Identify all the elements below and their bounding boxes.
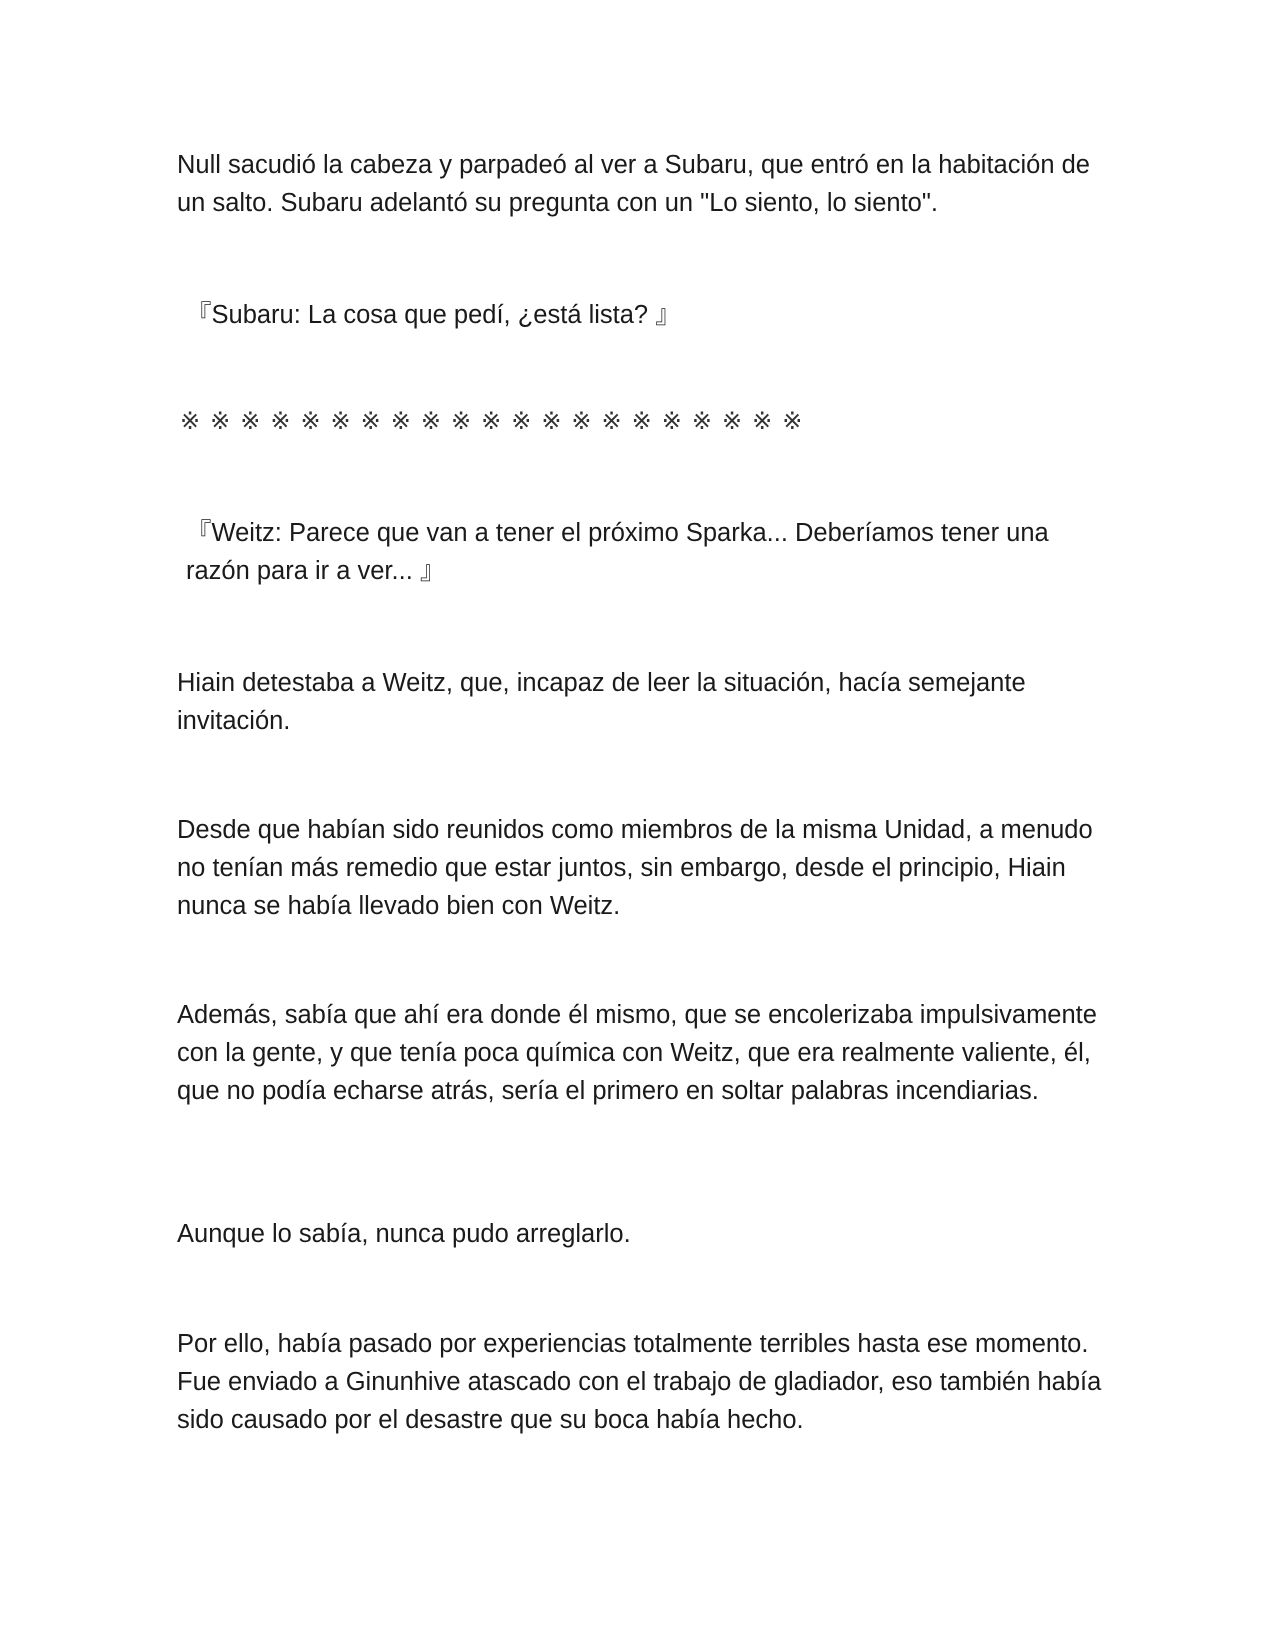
dialogue-subaru: 『Subaru: La cosa que pedí, ¿está lista? 』: [186, 301, 681, 329]
paragraph-3: Desde que habían sido reunidos como miembros de la misma Unidad, a menudo no tenían más remedio que estar juntos, sin embargo, desde el principio, Hiain nunca se había llevado bien con Weitz.: [177, 816, 1093, 920]
scene-divider: ※※※※※※※※※※※※※※※※※※※※※: [180, 407, 813, 435]
paragraph-5: Aunque lo sabía, nunca pudo arreglarlo.: [177, 1220, 631, 1248]
paragraph-2: Hiain detestaba a Weitz, que, incapaz de leer la situación, hacía semejante invitación.: [177, 669, 1026, 735]
paragraph-6: Por ello, había pasado por experiencias totalmente terribles hasta ese momento. Fue enviado a Ginunhive atascado con el trabajo de gladiador, eso también había sido causado por el desastre que su boca había hecho.: [177, 1330, 1102, 1434]
paragraph-4: Además, sabía que ahí era donde él mismo, que se encolerizaba impulsivamente con la gente, y que tenía poca química con Weitz, que era realmente valiente, él, que no podía echarse atrás, sería el primero en soltar palabras incendiarias.: [177, 1001, 1097, 1105]
dialogue-weitz: 『Weitz: Parece que van a tener el próximo Sparka... Deberíamos tener una razón para ir a ver... 』: [186, 519, 1049, 585]
paragraph-1: Null sacudió la cabeza y parpadeó al ver a Subaru, que entró en la habitación de un salto. Subaru adelantó su pregunta con un "Lo siento, lo siento".: [177, 151, 1090, 217]
